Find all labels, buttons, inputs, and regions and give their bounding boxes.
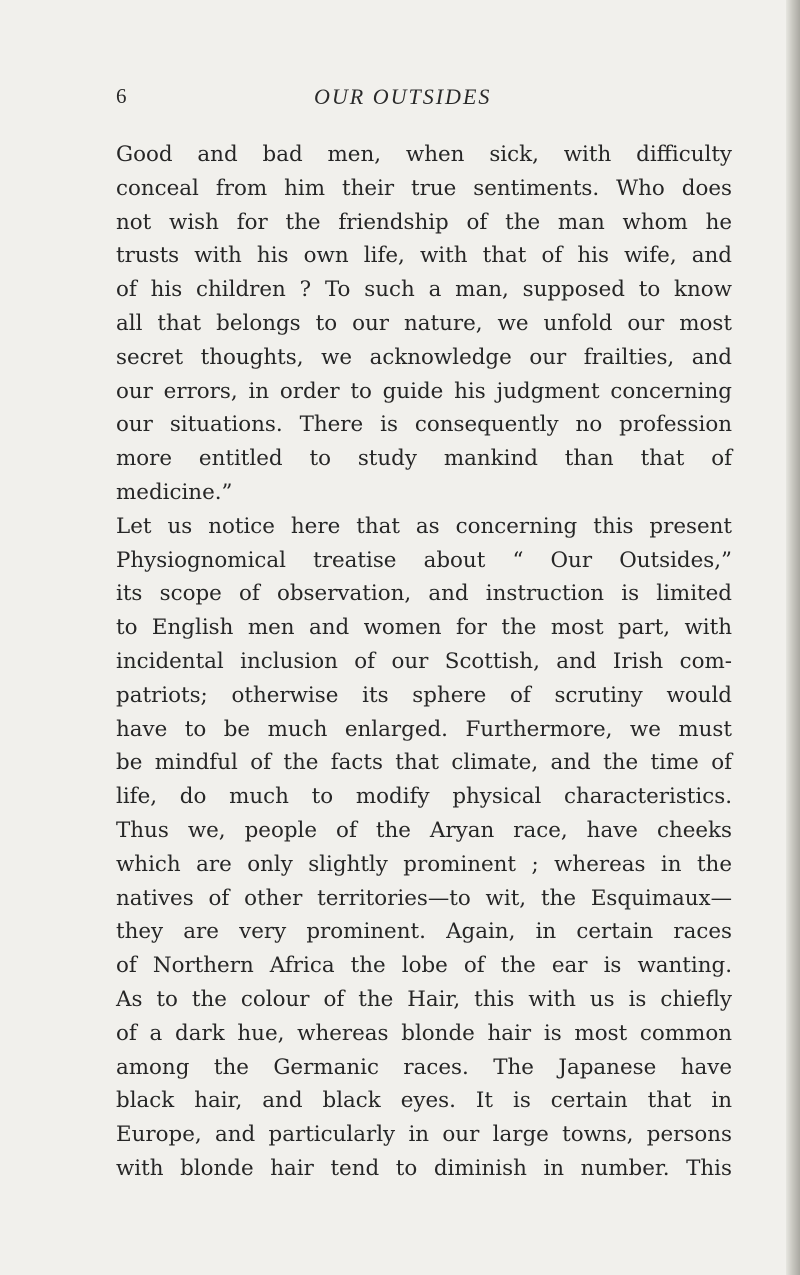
text-line: conceal from him their true sentiments. Who does xyxy=(116,175,732,201)
text-line: more entitled to study mankind than that of xyxy=(116,446,732,472)
text-line: of a dark hue, whereas blonde hair is most common xyxy=(116,1020,732,1046)
text-line: Physiognomical treatise about “ Our Outsides,” xyxy=(116,547,732,573)
running-title: OUR OUTSIDES xyxy=(314,84,492,109)
text-line: Good and bad men, when sick, with difficulty xyxy=(116,142,732,167)
page-number: 6 xyxy=(116,84,127,108)
text-line: among the Germanic races. The Japanese have xyxy=(116,1054,732,1080)
text-line: not wish for the friendship of the man whom he xyxy=(116,209,732,235)
text-line: Let us notice here that as concerning this present xyxy=(116,513,732,539)
body-text xyxy=(116,138,732,1186)
text-line: our errors, in order to guide his judgment concerning xyxy=(116,378,732,404)
text-line: to English men and women for the most part, with xyxy=(116,615,732,641)
text-line: Thus we, people of the Aryan race, have cheeks xyxy=(116,817,732,843)
text-line: patriots; otherwise its sphere of scrutiny would xyxy=(116,682,732,708)
text-line: of Northern Africa the lobe of the ear is wanting. xyxy=(116,953,732,979)
text-line: all that belongs to our nature, we unfold our most xyxy=(116,310,732,336)
text-line: Europe, and particularly in our large towns, persons xyxy=(116,1122,732,1148)
text-line: trusts with his own life, with that of his wife, and xyxy=(116,243,732,269)
text-line: its scope of observation, and instruction is limited xyxy=(116,581,732,607)
text-line: black hair, and black eyes. It is certain that in xyxy=(116,1088,732,1114)
page-edge-shadow xyxy=(786,0,800,1275)
text-line: they are very prominent. Again, in certain races xyxy=(116,919,732,945)
text-line: of his children ? To such a man, supposed to know xyxy=(116,277,732,303)
text-line: be mindful of the facts that climate, and the time of xyxy=(116,750,732,776)
text-line: natives of other territories—to wit, the Esquimaux— xyxy=(116,885,732,911)
text-line: medicine.” xyxy=(116,479,233,505)
page-header xyxy=(88,84,728,114)
text-line: incidental inclusion of our Scottish, and Irish com- xyxy=(116,648,732,674)
text-line: with blonde hair tend to diminish in number. This xyxy=(116,1155,732,1181)
text-line: life, do much to modify physical characteristics. xyxy=(116,784,732,810)
text-line: secret thoughts, we acknowledge our frailties, and xyxy=(116,344,732,370)
text-line: As to the colour of the Hair, this with us is chiefly xyxy=(116,986,732,1012)
text-line: which are only slightly prominent ; whereas in the xyxy=(116,851,732,877)
text-line: our situations. There is consequently no profession xyxy=(116,412,732,438)
text-line: have to be much enlarged. Furthermore, we must xyxy=(116,716,732,742)
